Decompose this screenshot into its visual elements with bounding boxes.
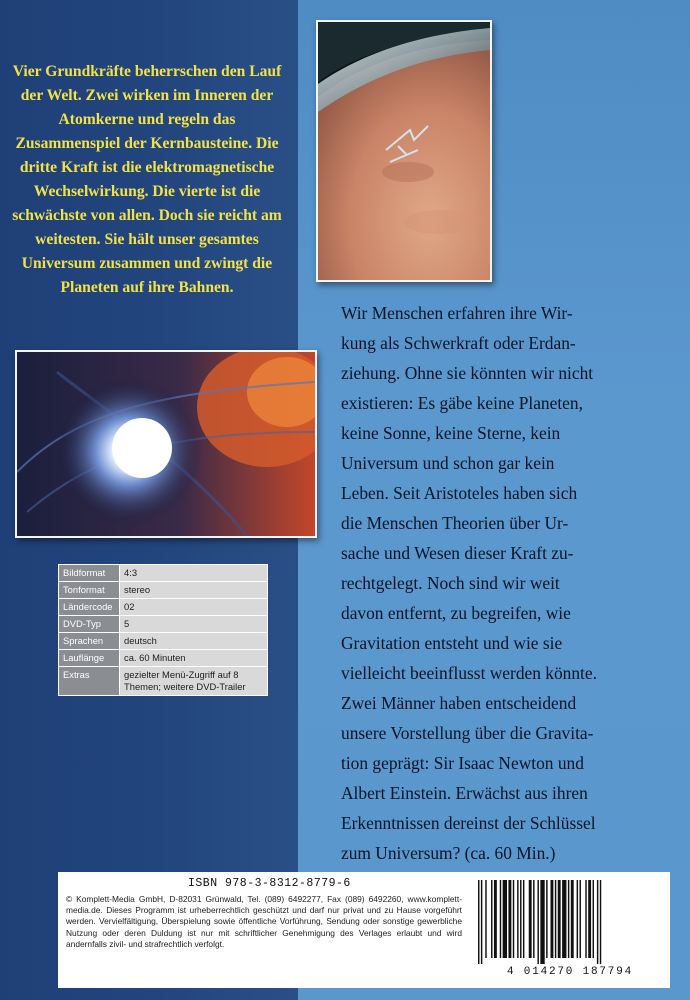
barcode-bar: [555, 880, 556, 958]
specs-table: [58, 564, 268, 696]
barcode-bar: [513, 880, 514, 958]
barcode-bar: [478, 880, 479, 964]
body-line: ziehung. Ohne sie könnten wir nicht: [341, 363, 594, 383]
body-line: existieren: Es gäbe keine Planeten,: [341, 393, 583, 413]
barcode-bar: [577, 880, 578, 958]
spec-label: Ländercode: [59, 599, 120, 616]
glowing-star-image: [15, 350, 317, 538]
body-line: Gravitation entsteht und wie sie: [341, 633, 563, 653]
spec-value: gezielter Menü-Zugriff auf 8 Themen; weitere DVD-Trailer: [120, 667, 268, 696]
legal-text: © Komplett-Media GmbH, D-82031 Grünwald, Tel. (089) 6492277, Fax (089) 6492260, www.komplett-media.de. Dieses Programm ist urheberrechtlich geschützt und darf nur privat und zu Hause vorgeführt werden. Vervielfältigung, Überspielung sowie öffentliche Vorführung, Sendung oder sonstige gewerbliche Nutzung oder deren Duldung ist nur mit schriftlicher Genehmigung des Verlages erlaubt und wird andernfalls zivil- und strafrechtlich verfolgt.: [66, 894, 462, 949]
barcode-bar: [600, 880, 601, 964]
barcode-digits: 4 014270 187794: [506, 966, 634, 978]
spec-label: Tonformat: [59, 582, 120, 599]
barcode-bar: [593, 880, 594, 958]
body-line: sache und Wesen dieser Kraft zu-: [341, 543, 574, 563]
barcode-bar: [485, 880, 486, 958]
isbn-text: ISBN 978-3-8312-8779-6: [188, 877, 351, 890]
spec-label: Lauflänge: [59, 650, 120, 667]
spec-value: 5: [120, 616, 268, 633]
barcode-bar: [551, 880, 554, 958]
body-line: Albert Einstein. Erwächst aus ihren: [341, 783, 588, 803]
body-line: tion geprägt: Sir Isaac Newton und: [341, 753, 584, 773]
barcode-bar: [503, 880, 507, 958]
body-line: zum Universum? (ca. 60 Min.): [341, 843, 556, 863]
barcode-bar: [571, 880, 574, 958]
barcode-bar: [533, 880, 534, 958]
barcode-bar: [568, 880, 569, 958]
footer-box: [58, 872, 670, 988]
barcode-bar: [562, 880, 566, 958]
spec-value: 02: [120, 599, 268, 616]
barcode-bar: [523, 880, 524, 958]
body-line: unsere Vorstellung über die Gravita-: [341, 723, 594, 743]
body-line: Leben. Seit Aristoteles haben sich: [341, 483, 578, 503]
barcode-bar: [597, 880, 598, 964]
barcode-bar: [494, 880, 497, 958]
planet-surface-image: [316, 20, 492, 282]
body-line: die Menschen Theorien über Ur-: [341, 513, 569, 533]
spec-label: Extras: [59, 667, 120, 696]
spec-row: [59, 599, 268, 616]
body-line: Universum und schon gar kein: [341, 453, 555, 473]
body-text: [341, 298, 683, 868]
spec-row: [59, 650, 268, 667]
spec-row: [59, 582, 268, 599]
barcode-bar: [517, 880, 518, 958]
barcode-bar: [500, 880, 501, 958]
barcode-bar: [529, 880, 532, 958]
body-line: Wir Menschen erfahren ihre Wir-: [341, 303, 573, 323]
barcode-bar: [537, 880, 538, 964]
spec-label: Sprachen: [59, 633, 120, 650]
barcode-bar: [580, 880, 581, 958]
spec-value: ca. 60 Minuten: [120, 650, 268, 667]
spec-row: [59, 633, 268, 650]
spec-row: [59, 565, 268, 582]
body-line: kung als Schwerkraft oder Erdan-: [341, 333, 576, 353]
spec-label: Bildformat: [59, 565, 120, 582]
body-line: Zwei Männer haben entscheidend: [341, 693, 577, 713]
spec-label: DVD-Typ: [59, 616, 120, 633]
spec-value: 4:3: [120, 565, 268, 582]
spec-row: [59, 667, 268, 696]
body-line: davon entfernt, zu begreifen, wie: [341, 603, 571, 623]
body-line: vielleicht beeinflusst werden könnte.: [341, 663, 597, 683]
body-line: Erkenntnissen dereinst der Schlüssel: [341, 813, 596, 833]
barcode-bar: [520, 880, 521, 958]
barcode-bar: [585, 880, 586, 958]
intro-text: Vier Grundkräfte beherrschen den Lauf der Welt. Zwei wirken im Inneren der Atomkerne und regeln das Zusammenspiel der Kernbausteine. Die dritte Kraft ist die elektromagnetische Wechselwirkung. Die vierte ist die schwächste von allen. Doch sie reicht am weitesten. Sie hält unser gesamtes Universum zusammen und zwingt die Planeten auf ihre Bahnen.: [12, 63, 282, 296]
spec-value: stereo: [120, 582, 268, 599]
barcode-bar: [588, 880, 591, 958]
barcode-bar: [546, 880, 547, 958]
barcode-bar: [481, 880, 482, 964]
body-line: rechtgelegt. Noch sind wir weit: [341, 573, 560, 593]
spec-value: deutsch: [120, 633, 268, 650]
body-line: keine Sonne, keine Sterne, kein: [341, 423, 561, 443]
barcode-bar: [491, 880, 492, 958]
spec-row: [59, 616, 268, 633]
barcode-bar: [540, 880, 544, 964]
barcode-bar: [508, 880, 511, 958]
barcode-bar: [558, 880, 561, 958]
